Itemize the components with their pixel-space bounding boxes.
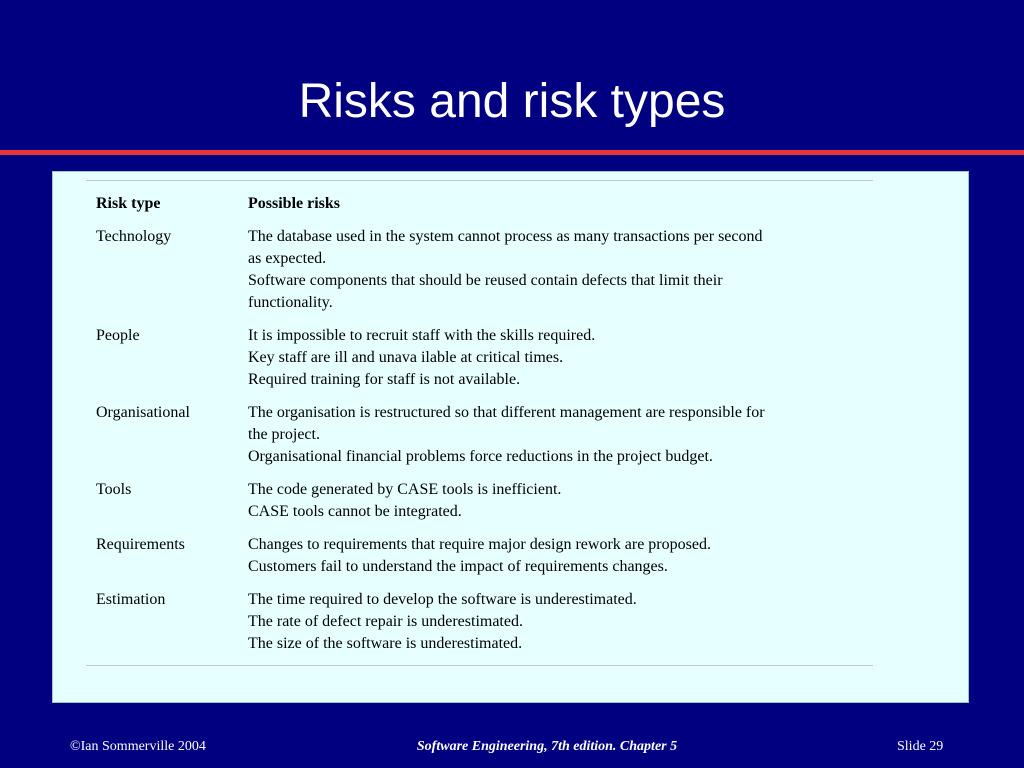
risk-line: the project.: [248, 426, 320, 443]
footer-book-title: Software Engineering, 7th edition. Chapter 5: [416, 739, 678, 754]
risk-line: The code generated by CASE tools is inefficient.: [248, 481, 562, 498]
risk-type-cell: Requirements: [96, 536, 185, 553]
risk-type-cell: Technology: [96, 228, 172, 245]
slide-title: Risks and risk types: [298, 75, 726, 128]
table-row-tools: [86, 479, 873, 534]
risk-types-table: [86, 180, 873, 666]
possible-risks-header: Possible risks: [248, 181, 873, 227]
title-rule: [0, 150, 1024, 155]
risk-line: It is impossible to recruit staff with the skills required.: [248, 327, 596, 344]
footer-copyright: ©Ian Sommerville 2004: [70, 739, 206, 754]
risk-type-cell: People: [96, 327, 140, 344]
possible-risks-cell: [248, 226, 873, 325]
possible-risks-cell: [248, 402, 873, 479]
risk-line: Key staff are ill and unava ilable at critical times.: [248, 349, 564, 366]
risk-line: Changes to requirements that require major design rework are proposed.: [248, 536, 711, 553]
risk-line: CASE tools cannot be integrated.: [248, 503, 462, 520]
risk-line: The organisation is restructured so that different management are responsible for: [248, 404, 765, 421]
table-row-estimation: [86, 589, 873, 666]
slide-label: Slide: [897, 739, 926, 754]
risk-line: as expected.: [248, 250, 327, 267]
risk-line: Customers fail to understand the impact of requirements changes.: [248, 558, 668, 575]
risk-line: The rate of defect repair is underestimated.: [248, 613, 523, 630]
risk-type-cell: Tools: [96, 481, 132, 498]
table-row-organisational: [86, 402, 873, 479]
risk-line: The size of the software is underestimated.: [248, 635, 523, 652]
possible-risks-cell: [248, 479, 873, 534]
risk-line: Required training for staff is not available.: [248, 371, 521, 388]
risk-line: The time required to develop the software is underestimated.: [248, 591, 637, 608]
risk-type-cell: Organisational: [96, 404, 190, 421]
risk-line: Organisational financial problems force reductions in the project budget.: [248, 448, 713, 465]
slide-number: [897, 738, 943, 756]
table-header-row: [86, 181, 873, 227]
risk-line: functionality.: [248, 294, 333, 311]
possible-risks-cell: [248, 534, 873, 589]
risk-line: The database used in the system cannot process as many transactions per second: [248, 228, 763, 245]
possible-risks-cell: [248, 325, 873, 402]
table-row-people: [86, 325, 873, 402]
slide-number-value: 29: [929, 739, 944, 754]
table-row-technology: [86, 226, 873, 325]
risk-type-header: Risk type: [86, 181, 248, 227]
possible-risks-cell: [248, 589, 873, 666]
risk-table-panel: [52, 171, 969, 703]
table-row-requirements: [86, 534, 873, 589]
risk-line: Software components that should be reused contain defects that limit their: [248, 272, 723, 289]
risk-type-cell: Estimation: [86, 589, 248, 666]
